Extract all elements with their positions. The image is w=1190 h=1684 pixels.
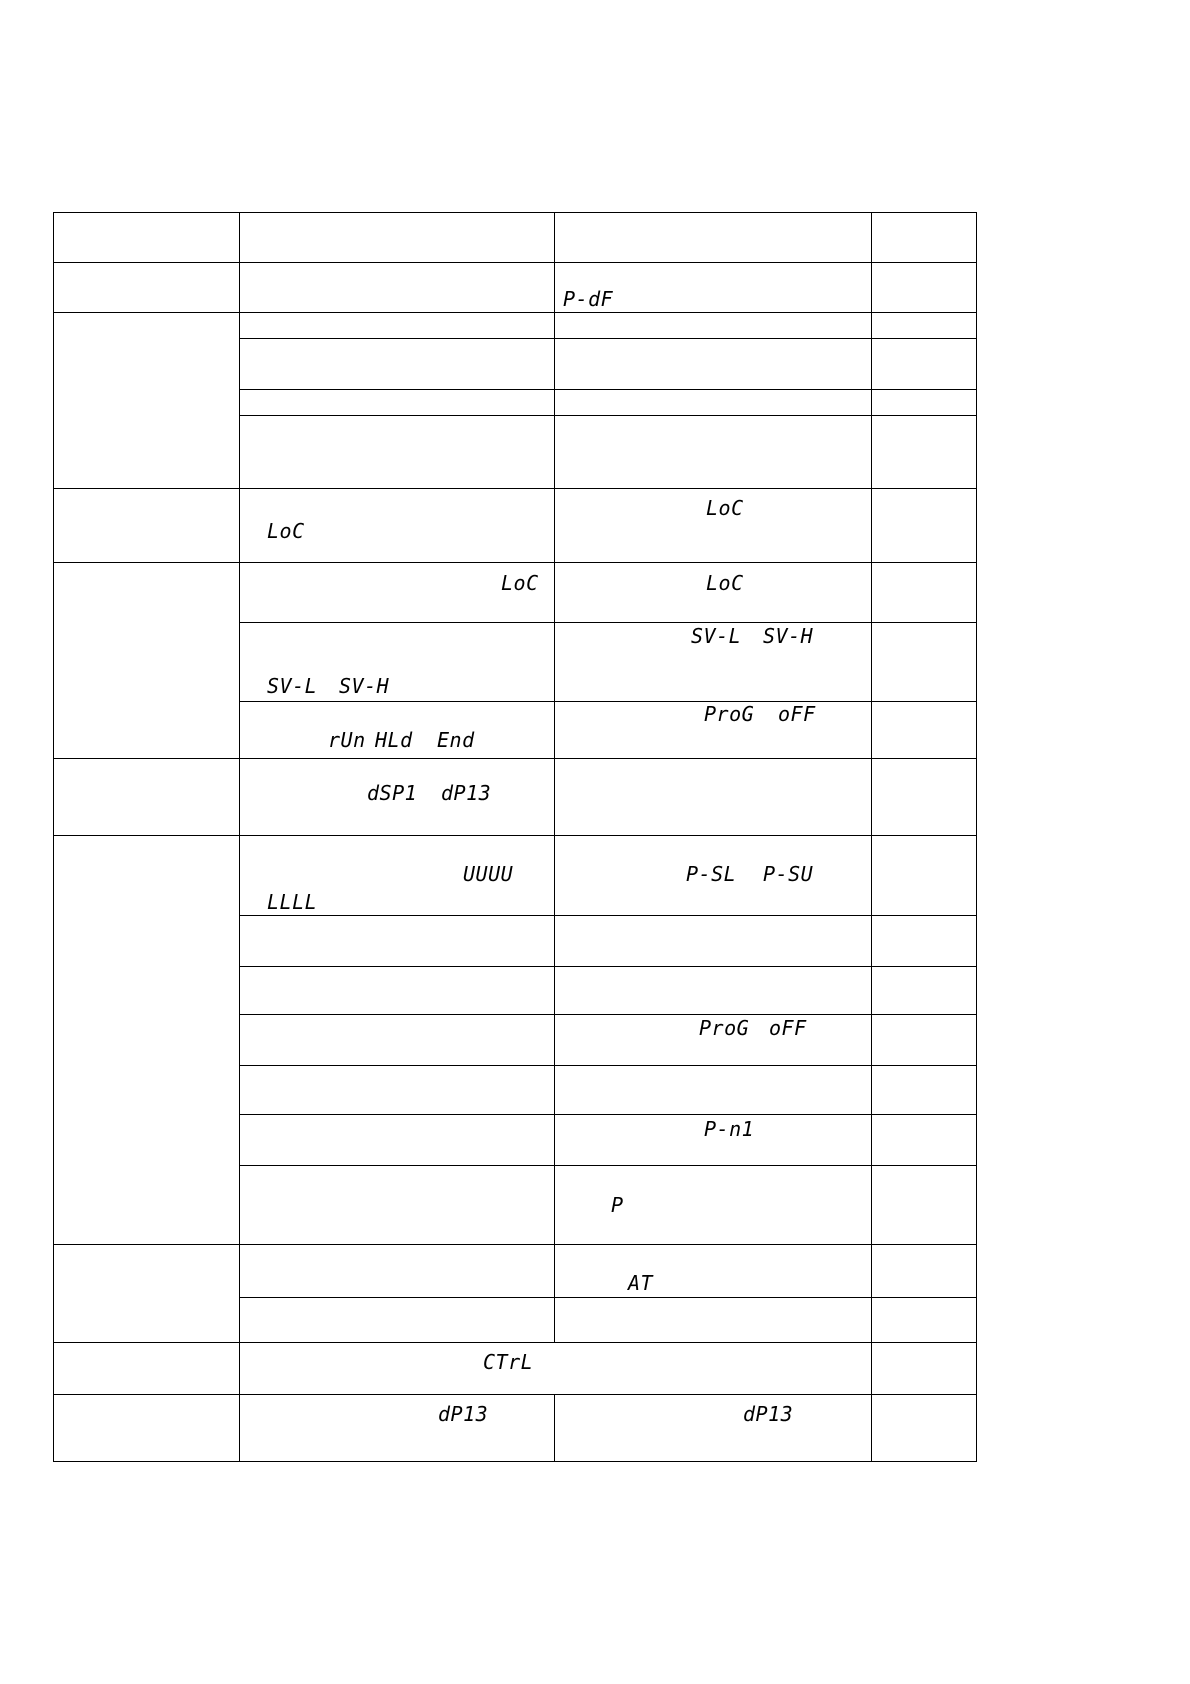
display-code: P-n1 <box>704 1117 755 1141</box>
table-cell <box>872 836 977 916</box>
table-cell <box>555 1298 872 1343</box>
table-cell <box>54 1245 240 1343</box>
table-cell <box>240 1343 872 1395</box>
table-cell <box>555 263 872 313</box>
display-code: dP13 <box>438 1402 489 1426</box>
table-cell <box>240 263 555 313</box>
table-row <box>54 836 977 916</box>
table-cell <box>872 489 977 563</box>
table-cell <box>872 339 977 390</box>
display-code: LoC <box>501 571 539 595</box>
table-row <box>54 1395 977 1462</box>
table-cell <box>872 390 977 416</box>
table-cell <box>555 489 872 563</box>
display-code: ProG <box>704 702 755 726</box>
table-cell <box>240 313 555 339</box>
display-code: LLLL <box>267 890 318 914</box>
table-cell <box>240 1015 555 1066</box>
table-cell <box>555 702 872 759</box>
table-cell <box>872 1066 977 1115</box>
table-row <box>54 489 977 563</box>
display-code: dP13 <box>441 781 492 805</box>
table-cell <box>872 916 977 967</box>
table-cell <box>555 623 872 702</box>
table-cell <box>54 563 240 759</box>
display-code: CTrL <box>483 1350 534 1374</box>
display-code: UUUU <box>463 862 514 886</box>
display-code: End <box>437 728 475 752</box>
table-cell <box>872 1343 977 1395</box>
table-cell <box>54 263 240 313</box>
header-cell <box>872 213 977 263</box>
table-row <box>54 1343 977 1395</box>
display-code: P <box>611 1193 624 1217</box>
table-cell <box>54 1343 240 1395</box>
table-cell <box>872 1298 977 1343</box>
table-cell <box>555 1395 872 1462</box>
table-cell <box>555 313 872 339</box>
table-cell <box>240 836 555 916</box>
table-cell <box>872 1395 977 1462</box>
table-row <box>54 563 977 623</box>
display-code: dP13 <box>743 1402 794 1426</box>
table-cell <box>555 1015 872 1066</box>
display-code: HLd <box>375 728 413 752</box>
header-cell <box>555 213 872 263</box>
table-row <box>54 313 977 339</box>
display-code: LoC <box>267 519 305 543</box>
table-cell <box>240 916 555 967</box>
table-cell <box>240 1115 555 1166</box>
table-cell <box>240 489 555 563</box>
table-cell <box>555 416 872 489</box>
table-cell <box>555 967 872 1015</box>
display-code: SV-H <box>339 674 390 698</box>
table-cell <box>240 1298 555 1343</box>
header-cell <box>240 213 555 263</box>
table-cell <box>872 1115 977 1166</box>
table-cell <box>240 416 555 489</box>
display-code: LoC <box>706 571 744 595</box>
display-code: oFF <box>778 702 816 726</box>
header-cell <box>54 213 240 263</box>
display-code: P-dF <box>563 287 614 311</box>
table-cell <box>54 489 240 563</box>
table-cell <box>555 390 872 416</box>
table-cell <box>54 313 240 489</box>
table-cell <box>555 563 872 623</box>
table-cell <box>240 1245 555 1298</box>
display-code: P-SL <box>686 862 737 886</box>
table-cell <box>54 759 240 836</box>
specification-table <box>53 212 977 1462</box>
display-code: dSP1 <box>367 781 418 805</box>
table-row <box>54 1245 977 1298</box>
table-cell <box>555 1166 872 1245</box>
table-cell <box>240 1066 555 1115</box>
table-cell <box>240 623 555 702</box>
display-code: ProG <box>699 1016 750 1040</box>
table-cell <box>872 1166 977 1245</box>
display-code: rUn <box>328 728 366 752</box>
display-code: SV-L <box>691 624 742 648</box>
table-cell <box>240 702 555 759</box>
table-cell <box>872 263 977 313</box>
table-row <box>54 759 977 836</box>
table-cell <box>240 1166 555 1245</box>
display-code: P-SU <box>763 862 814 886</box>
table-cell <box>54 836 240 1245</box>
table-cell <box>872 563 977 623</box>
table-header-row <box>54 213 977 263</box>
table-cell <box>555 1115 872 1166</box>
table-cell <box>872 313 977 339</box>
table-cell <box>872 1245 977 1298</box>
table-cell <box>240 390 555 416</box>
table-cell <box>555 339 872 390</box>
table-cell <box>240 1395 555 1462</box>
display-code: AT <box>628 1271 654 1295</box>
table-cell <box>555 759 872 836</box>
table-cell <box>555 1245 872 1298</box>
table-cell <box>240 339 555 390</box>
table-cell <box>240 759 555 836</box>
table-cell <box>872 759 977 836</box>
table-cell <box>555 1066 872 1115</box>
table-cell <box>54 1395 240 1462</box>
display-code: LoC <box>706 496 744 520</box>
table-cell <box>240 967 555 1015</box>
table-row <box>54 263 977 313</box>
display-code: SV-H <box>763 624 814 648</box>
table-cell <box>872 416 977 489</box>
table-cell <box>555 916 872 967</box>
display-code: SV-L <box>267 674 318 698</box>
table-cell <box>872 623 977 702</box>
table-cell <box>555 836 872 916</box>
display-code: oFF <box>769 1016 807 1040</box>
table-cell <box>240 563 555 623</box>
table-cell <box>872 702 977 759</box>
table-cell <box>872 1015 977 1066</box>
table-cell <box>872 967 977 1015</box>
